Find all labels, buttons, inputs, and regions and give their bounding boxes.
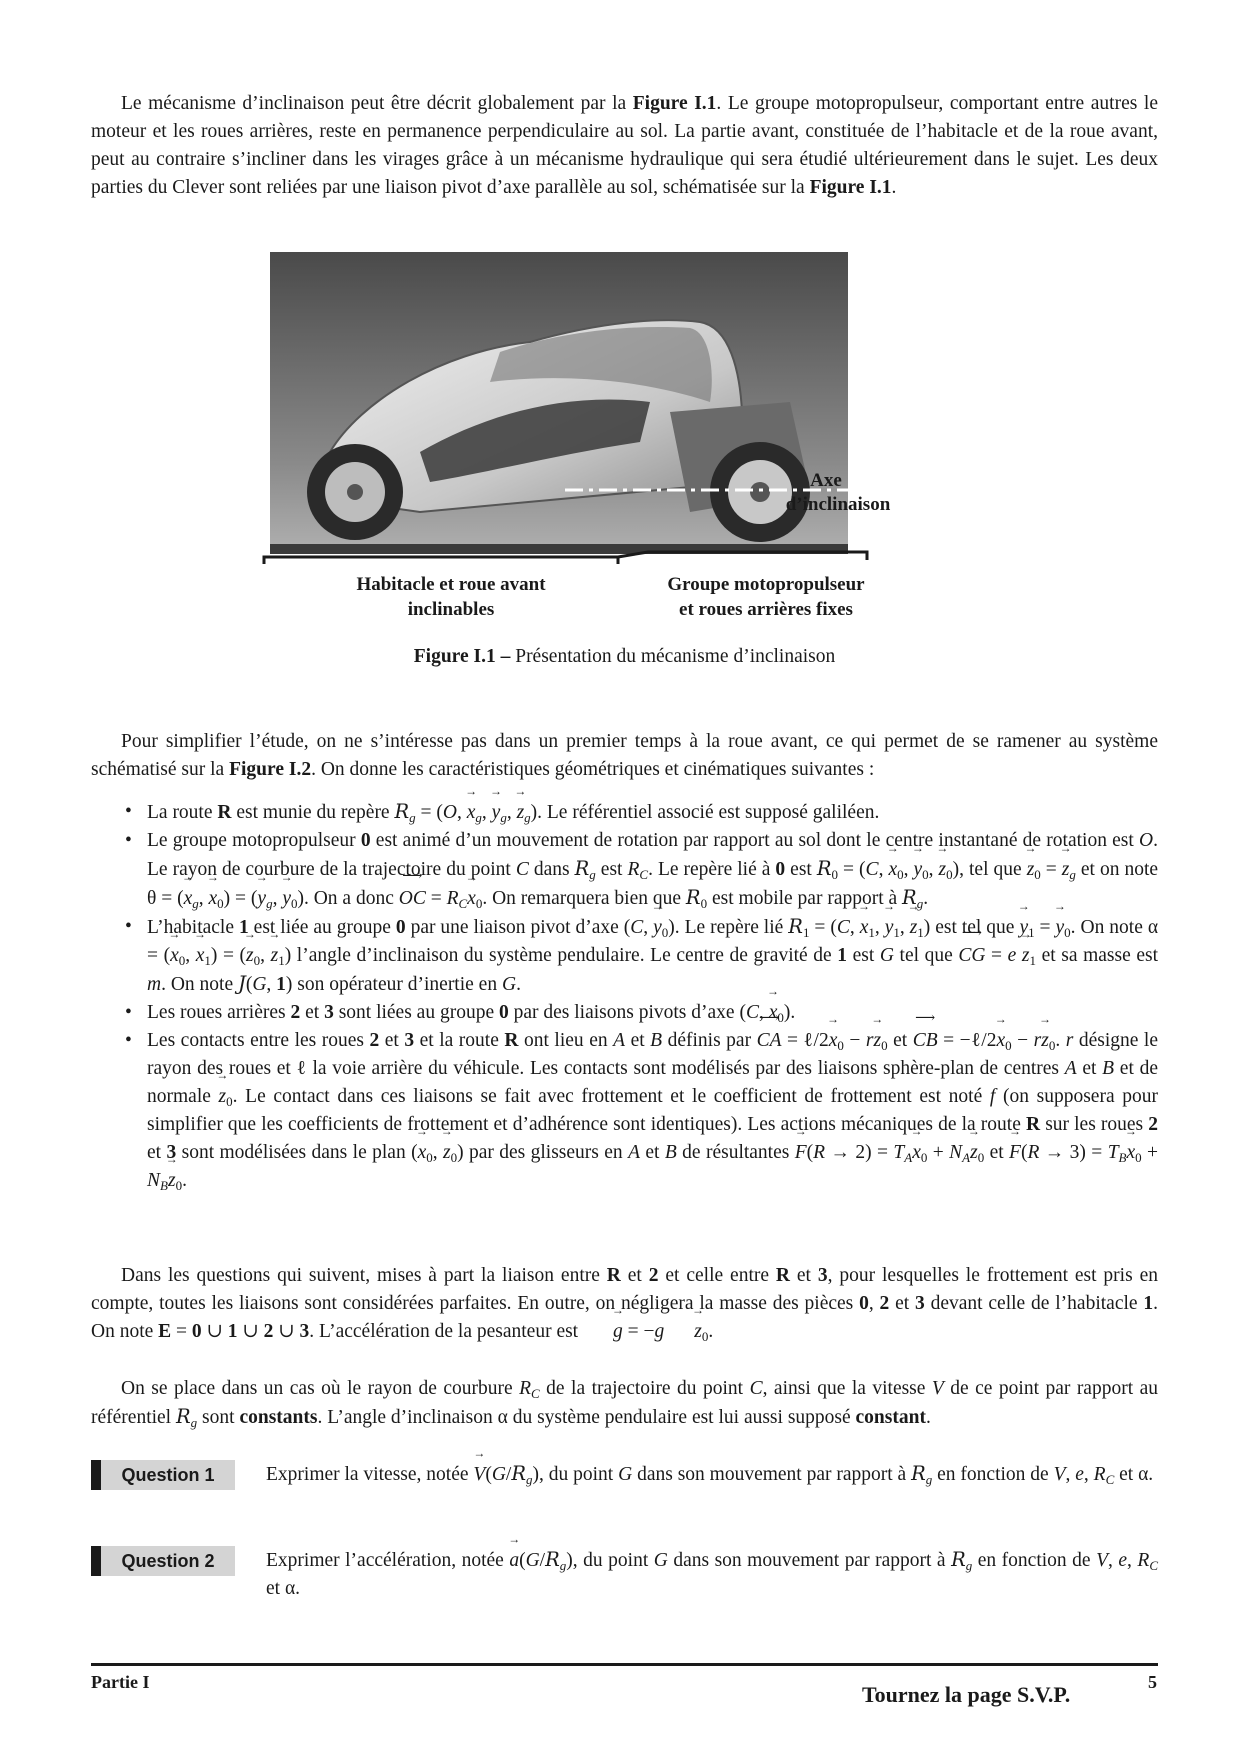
characteristics-list (91, 798, 1158, 1195)
page-number: 5 (1148, 1672, 1157, 1692)
list-item: • Le groupe motopropulseur 0 est animé d’un mouvement de rotation par rapport au sol dont le centre instantané de rotation est O. Le rayon de courbure de la trajectoire du point C dans $R_g$ est $R_C$. Le repère lié à 0 est $R_0 = (C$, → $x_0$, → $y_0$, → $z_0$), tel que → $z_0$ = → $z_g$ et on note θ = (→ $x_g$, → $x_0$) = (→ $y_g$, → $y_0$). On a donc ⟶ OC = $R_C\to x_0$. On remarquera bien que $R_0$ est mobile par rapport à $R_g$. (91, 827, 1158, 913)
right-label-line2: et roues arrières fixes (679, 599, 853, 620)
text: . (891, 177, 897, 198)
figure-reference: Figure I.1 (809, 177, 892, 198)
text: . On donne les caractéristiques géométriques et cinématiques suivantes : (311, 759, 875, 780)
study-paragraph (91, 728, 1158, 784)
question-text: Exprimer l’accélération, notée → $a(G/R_g)$, du point G dans son mouvement par rapport à $R_g$ en fonction de V, e, $R_C$ et α. (266, 1546, 1158, 1603)
intro-paragraph (91, 90, 1158, 202)
conditions-paragraph: On se place dans un cas où le rayon de courbure $R_C$ de la trajectoire du point C, ainsi que la vitesse V de ce point par rapport au référentiel $R_g$ sont constants. L’angle d’inclinaison α du système pendulaire est lui aussi supposé constant. (91, 1378, 1158, 1430)
figure-i1 (91, 252, 1158, 692)
question-badge: Question 2 (91, 1546, 235, 1576)
assumptions-paragraph: Dans les questions qui suivent, mises à part la liaison entre R et 2 et celle entre R et 3, pour lesquelles le frottement est pris en compte, toutes les liaisons sont considérées parfaites. En outre, on négligera la masse des pièces 0, 2 et 3 devant celle de l’habitacle 1. On note E = 0 ∪ 1 ∪ 2 ∪ 3. L’accélération de la pesanteur est → $g = -g\to z_0$. (91, 1262, 1158, 1346)
list-item: • Les roues arrières 2 et 3 sont liées au groupe 0 par des liaisons pivots d’axe (C, → $x_0$). (91, 999, 1158, 1027)
left-label-line1: Habitacle et roue avant (356, 574, 546, 595)
list-item: • L’habitacle 1 est liée au groupe 0 par une liaison pivot d’axe (C, → $y_0$). Le repère lié $R_1 = (C$, → $x_1$, → $y_1$, → $z_1$) est tel que → $y_1$ = → $y_0$. On note α = (→ $x_0$, → $x_1$) = (→ $z_0$, → $z_1$) l’angle d’inclinaison du système pendulaire. Le centre de gravité de 1 est G tel que ⟶ CG = $e \to z_1$ et sa masse est m. On note J(G, 1) son opérateur d’inertie en G. (91, 913, 1158, 999)
axis-label-line1: Axe (810, 470, 842, 491)
list-item: • Les contacts entre les roues 2 et 3 et la route R ont lieu en A et B définis par ⟶ CA = ℓ/2→ $x_0 - r\to z_0$ et ⟶ CB = −ℓ/2→ $x_0 - r\to z_0$. r désigne le rayon des roues et ℓ la voie arrière du véhicule. Les contacts sont modélisés par des liaisons sphère-plan de centres A et B et de normale → $z_0$. Le contact dans ces liaisons se fait avec frottement et le coefficient de frottement est noté f (on supposera pour simplifier que les coefficients de frottement et d’adhérence sont identiques). Les actions mécaniques de la route R sur les roues 2 et 3 sont modélisées dans le plan (→ $x_0$, → $z_0$) par des glisseurs en A et B de résultantes → $F(R \to 2) = T_A\to x_0 + N_A\to z_0$ et → $F(R \to 3) = T_B\to x_0 + N_B\to z_0$. (91, 1027, 1158, 1195)
text: Le mécanisme d’inclinaison peut être décrit globalement par la (121, 93, 633, 114)
brackets (91, 252, 1158, 572)
list-item: • La route R est munie du repère $R_g = (O$, → $x_g$, → $y_g$, → $z_g$). Le référentiel associé est supposé galiléen. (91, 798, 1158, 827)
question-text: Exprimer la vitesse, notée → $V(G/R_g)$, du point G dans son mouvement par rapport à $R_g$ en fonction de V, e, $R_C$ et α. (266, 1460, 1158, 1489)
text: . Le groupe motopropulseur, comportant entre autres le moteur et les roues arrières, reste en permanence perpendiculaire au sol. La partie avant, constituée de l’habitacle et de la roue avant, peut au contraire s’incliner dans les virages grâce à un mécanisme hydraulique qui sera étudié ultérieurement dans le sujet. Les deux parties du Clever sont reliées par une liaison pivot d’axe parallèle au sol, schématisée sur la (91, 93, 1158, 198)
left-label-line2: inclinables (407, 599, 495, 620)
caption-ref: Figure I.1 – (413, 646, 511, 667)
figure-caption (91, 646, 1158, 668)
text: Pour simplifier l’étude, on ne s’intéresse pas dans un premier temps à la roue avant, ce qui permet de se ramener au système schématisé sur la (91, 731, 1158, 780)
figure-reference: Figure I.1 (632, 93, 717, 114)
footer-turn-page: Tournez la page S.V.P. (862, 1682, 1071, 1707)
question-badge: Question 1 (91, 1460, 235, 1490)
axis-label-line2: d’inclinaison (785, 494, 891, 515)
figure-reference: Figure I.2 (229, 759, 312, 780)
right-label-line1: Groupe motopropulseur (667, 574, 865, 595)
footer-part: Partie I (91, 1672, 150, 1692)
caption-text: Présentation du mécanisme d’inclinaison (510, 646, 836, 667)
footer-rule (91, 1663, 1158, 1666)
